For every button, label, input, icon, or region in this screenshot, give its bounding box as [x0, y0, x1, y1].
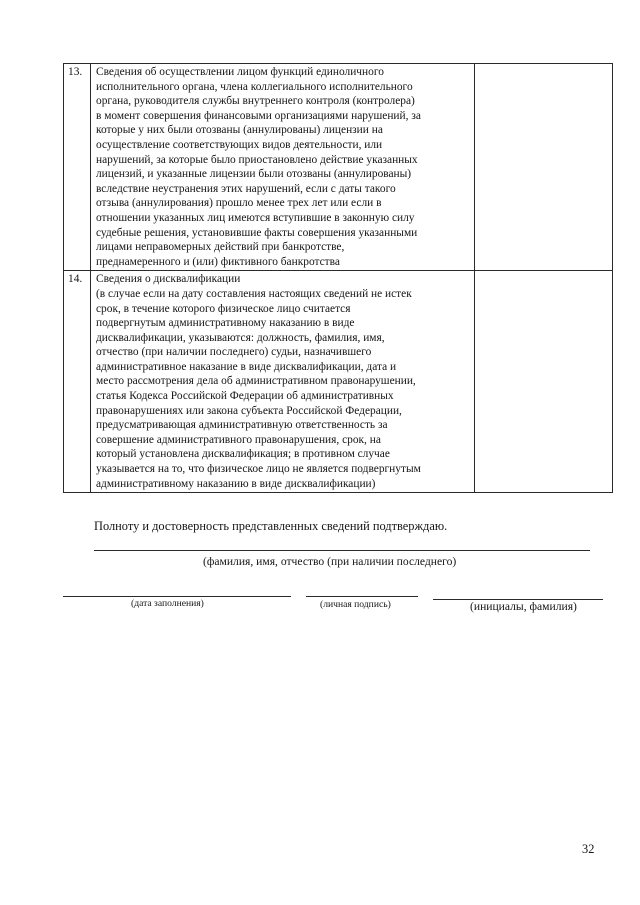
description-line: отзыва (аннулирования) прошло менее трех лет или если в — [96, 197, 382, 210]
row-description — [91, 64, 475, 271]
fio-caption: (фамилия, имя, отчество (при наличии последнего) — [203, 555, 457, 568]
description-line: нарушений, за которые было приостановлено действие указанных — [96, 153, 418, 166]
page-number: 32 — [582, 842, 595, 856]
description-line: лицами неправомерных действий при банкротстве, — [96, 241, 345, 254]
form-table — [63, 63, 613, 493]
description-line: который установлена дисквалификация; в противном случае — [96, 448, 390, 461]
description-line: вследствие неустранения этих нарушений, если с даты такого — [96, 182, 396, 195]
description-line: правонарушениях или закона субъекта Российской Федерации, — [96, 404, 402, 417]
row-number: 13. — [64, 64, 91, 271]
date-caption: (дата заполнения) — [131, 598, 204, 609]
description-line: подвергнутым административному наказанию в виде — [96, 317, 355, 330]
personal-signature-line[interactable] — [306, 596, 418, 597]
sign-caption: (личная подпись) — [320, 599, 391, 610]
description-line: срок, в течение которого физическое лицо считается — [96, 302, 351, 315]
table-row — [64, 271, 613, 493]
description-line: статья Кодекса Российской Федерации об административных — [96, 390, 394, 403]
description-line: отчество (при наличии последнего) судьи, назначившего — [96, 346, 372, 359]
description-line: административное наказание в виде дисквалификации, дата и — [96, 360, 397, 373]
row-description — [91, 271, 475, 493]
description-line: осуществление соответствующих видов деятельности, или — [96, 138, 383, 151]
description-line: судебные решения, установившие факты совершения указанными — [96, 226, 418, 239]
description-line: в момент совершения финансовыми организациями нарушений, за — [96, 109, 421, 122]
description-line: Сведения об осуществлении лицом функций единоличного — [96, 66, 384, 78]
description-line: отношении указанных лиц имеются вступившие в законную силу — [96, 211, 415, 224]
description-line: лицензий, и указанные лицензии были отозваны (аннулированы) — [96, 168, 412, 181]
description-line: (в случае если на дату составления настоящих сведений не истек — [96, 287, 412, 300]
answer-cell[interactable] — [475, 271, 613, 493]
row-number: 14. — [64, 271, 91, 493]
initials-caption: (инициалы, фамилия) — [470, 600, 577, 613]
confirmation-statement: Полноту и достоверность представленных сведений подтверждаю. — [94, 519, 448, 533]
description-line: административному наказанию в виде дисквалификации) — [96, 477, 376, 490]
answer-cell[interactable] — [475, 64, 613, 271]
description-line: дисквалификации, указываются: должность, фамилия, имя, — [96, 331, 385, 344]
description-line: Сведения о дисквалификации — [96, 273, 241, 286]
fio-signature-line[interactable] — [94, 550, 590, 551]
description-line: указывается на то, что физическое лицо не является подвергнутым — [96, 463, 421, 476]
description-line: преднамеренного и (или) фиктивного банкротства — [96, 255, 340, 268]
description-line: предусматривающая административную ответственность за — [96, 419, 388, 432]
description-line: совершение административного правонарушения, срок, на — [96, 433, 381, 446]
table-row — [64, 64, 613, 271]
description-line: исполнительного органа, члена коллегиального исполнительного — [96, 80, 413, 93]
description-line: органа, руководителя службы внутреннего контроля (контролера) — [96, 95, 415, 108]
description-line: место рассмотрения дела об административном правонарушении, — [96, 375, 416, 388]
date-signature-line[interactable] — [63, 596, 291, 597]
description-line: которые у них были отозваны (аннулированы) лицензии на — [96, 124, 383, 137]
